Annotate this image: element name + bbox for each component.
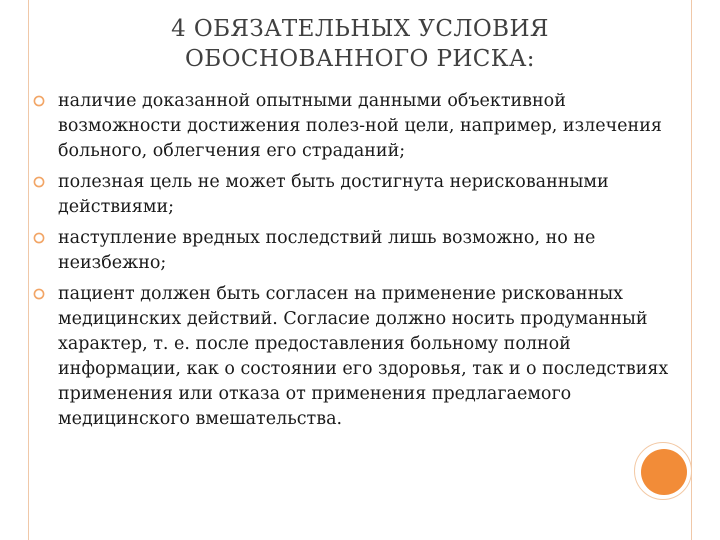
bullet-text: пациент должен быть согласен на применение рискованных медицинских действий. Согласие должно носить продуманный характер, т. е. после предоставления больному полной информации, как о состоянии его здоровья, так и о последствиях применения или отказа от применения предлагаемого медицинского вмешательства. (58, 284, 669, 429)
slide-title (60, 14, 660, 74)
bullet-item (24, 226, 674, 276)
bullet-circle-icon (33, 176, 45, 188)
bullet-circle-icon (33, 288, 45, 300)
frame-right-line (691, 0, 692, 540)
title-line-2: ОБОСНОВАННОГО РИСКА: (185, 46, 535, 72)
bullet-text: наступление вредных последствий лишь возможно, но не неизбежно; (58, 228, 596, 273)
bullet-circle-icon (33, 232, 45, 244)
bullet-text: наличие доказанной опытными данными объективной возможности достижения полез-ной цели, например, излечения больного, облегчения его страданий; (58, 91, 662, 161)
bullet-item (24, 170, 674, 220)
bullet-list (24, 89, 674, 438)
bullet-item (24, 282, 674, 432)
bullet-text: полезная цель не может быть достигнута нерискованными действиями; (58, 172, 609, 217)
bullet-circle-icon (33, 95, 45, 107)
bullet-item (24, 89, 674, 164)
decorative-orange-circle (641, 449, 687, 495)
title-line-1: 4 ОБЯЗАТЕЛЬНЫХ УСЛОВИЯ (171, 16, 549, 42)
